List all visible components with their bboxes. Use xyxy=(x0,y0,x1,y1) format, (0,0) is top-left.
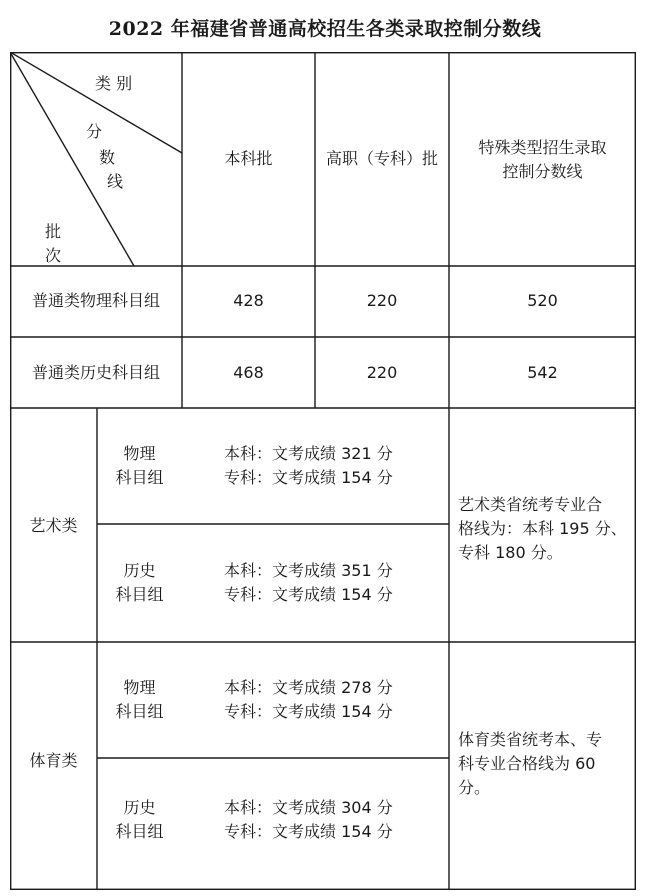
art-history-vocational: 专科：文考成绩 154 分 xyxy=(224,585,393,604)
header-score-label-2: 数 xyxy=(99,148,116,167)
art-note-line-1: 艺术类省统考专业合 xyxy=(458,495,603,514)
sports-physics-label-1: 物理 xyxy=(123,678,156,697)
cell-physics-special: 520 xyxy=(527,291,558,310)
score-table xyxy=(10,52,636,890)
header-batch-label-1: 批 xyxy=(45,222,62,241)
sports-category-label: 体育类 xyxy=(29,751,78,770)
header-batch-label-2: 次 xyxy=(45,246,62,265)
row-label-history: 普通类历史科目组 xyxy=(31,363,160,382)
cell-physics-undergrad: 428 xyxy=(233,291,264,310)
sports-history-undergrad: 本科：文考成绩 304 分 xyxy=(224,798,393,817)
sports-physics-vocational: 专科：文考成绩 154 分 xyxy=(224,702,393,721)
sports-history-label-2: 科目组 xyxy=(115,822,164,841)
art-physics-label-1: 物理 xyxy=(123,444,156,463)
cell-history-vocational: 220 xyxy=(366,363,398,382)
sports-note-line-1: 体育类省统考本、专 xyxy=(458,730,603,749)
art-physics-undergrad: 本科：文考成绩 321 分 xyxy=(224,444,393,463)
cell-history-undergrad: 468 xyxy=(233,363,264,382)
cell-physics-vocational: 220 xyxy=(366,291,398,310)
art-history-label-1: 历史 xyxy=(123,561,156,580)
sports-history-label-1: 历史 xyxy=(123,798,156,817)
sports-note-line-3: 分。 xyxy=(458,778,491,797)
sports-history-vocational: 专科：文考成绩 154 分 xyxy=(224,822,393,841)
column-header-special-1: 特殊类型招生录取 xyxy=(478,138,607,157)
page-title: 2022 年福建省普通高校招生各类录取控制分数线 xyxy=(108,18,542,40)
art-note-line-3: 专科 180 分。 xyxy=(458,543,563,562)
art-history-label-2: 科目组 xyxy=(115,585,164,604)
header-category-label: 类 别 xyxy=(95,74,133,93)
header-score-label-3: 线 xyxy=(107,172,124,191)
header-score-label-1: 分 xyxy=(86,122,103,141)
art-note-line-2: 格线为：本科 195 分、 xyxy=(458,519,627,538)
art-physics-vocational: 专科：文考成绩 154 分 xyxy=(224,468,393,487)
sports-physics-label-2: 科目组 xyxy=(115,702,164,721)
art-category-label: 艺术类 xyxy=(29,516,78,535)
sports-note-line-2: 科专业合格线为 60 xyxy=(458,754,596,773)
art-physics-label-2: 科目组 xyxy=(115,468,164,487)
column-header-special-2: 控制分数线 xyxy=(502,162,583,181)
row-label-physics: 普通类物理科目组 xyxy=(31,291,160,310)
sports-physics-undergrad: 本科：文考成绩 278 分 xyxy=(224,678,393,697)
cell-history-special: 542 xyxy=(527,363,558,382)
art-history-undergrad: 本科：文考成绩 351 分 xyxy=(224,561,393,580)
column-header-undergrad: 本科批 xyxy=(224,149,273,168)
column-header-vocational: 高职（专科）批 xyxy=(325,149,438,168)
